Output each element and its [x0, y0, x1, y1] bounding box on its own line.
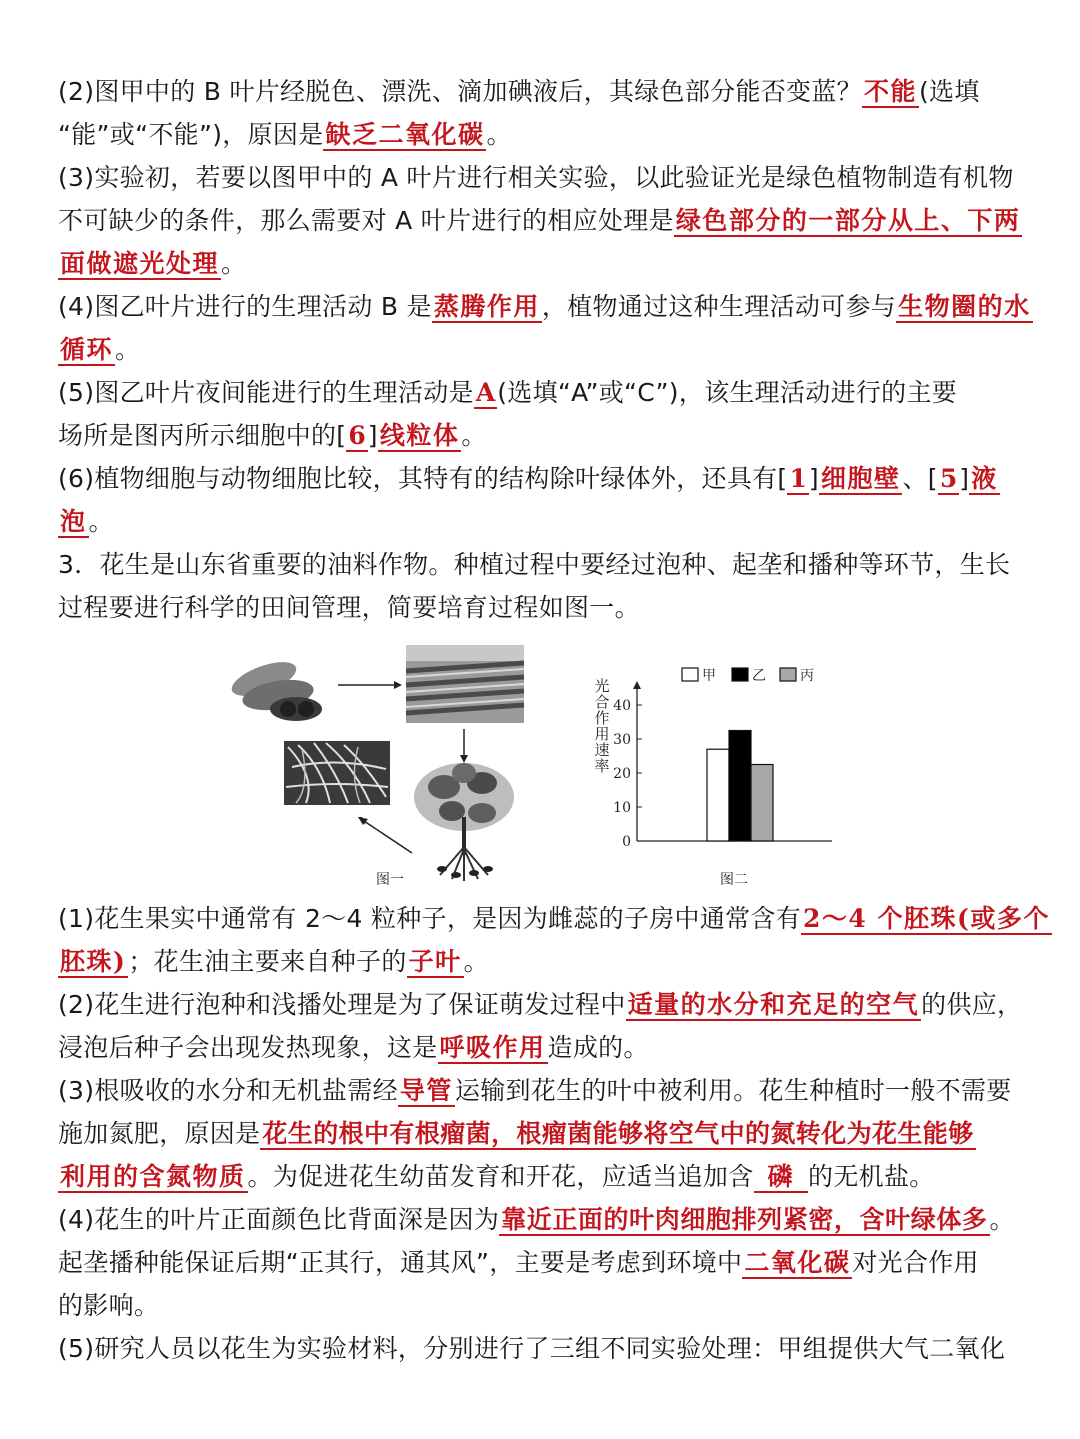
field-image — [406, 645, 524, 723]
answer-blank: 生物圈的水 — [898, 292, 1031, 321]
y-axis-label-char: 速 — [594, 741, 610, 759]
figure-row — [58, 637, 1024, 893]
q3-3-text: 施加氮肥，原因是 — [58, 1119, 261, 1148]
q3-intro-text: 3．花生是山东省重要的油料作物。种植过程中要经过泡种、起垄和播种等环节，生长 — [58, 550, 1011, 579]
q2-5-text: 场所是图丙所示细胞中的[ — [58, 421, 347, 450]
q3-4-text: 起垄播种能保证后期“正其行，通其风”，主要是考虑到环境中 — [58, 1248, 743, 1277]
y-axis-arrow — [633, 681, 641, 689]
q3-1-text: (1)花生果实中通常有 2～4 粒种子，是因为雌蕊的子房中通常含有 — [58, 904, 802, 933]
answer-blank: 1 — [789, 464, 807, 493]
answer-blank: 呼吸作用 — [439, 1033, 546, 1062]
figure-2 — [532, 655, 832, 887]
y-tick-label: 10 — [613, 800, 631, 816]
q2-6-line-2 — [58, 500, 1024, 543]
q2-6-text: (6)植物细胞与动物细胞比较，其特有的结构除叶绿体外，还具有[ — [58, 464, 788, 493]
q3-1-line-2 — [58, 940, 1024, 983]
q2-2-text: 。 — [486, 120, 512, 149]
q3-2-text: (2)花生进行泡种和浅播处理是为了保证萌发过程中 — [58, 990, 626, 1019]
q3-3-text: 的无机盐。 — [808, 1162, 935, 1191]
y-axis-label-char: 合 — [594, 693, 610, 711]
legend-swatch-甲 — [682, 668, 698, 681]
answer-blank: 细胞壁 — [820, 464, 901, 493]
q2-5-text: (选填“A”或“C”)，该生理活动进行的主要 — [497, 378, 958, 407]
answer-blank: 2～4 个胚珠(或多个 — [803, 904, 1050, 933]
bar-丙 — [751, 765, 773, 842]
q3-3-line-1 — [58, 1069, 1024, 1112]
y-axis-label-char: 率 — [594, 757, 610, 775]
y-tick-label: 20 — [613, 766, 631, 782]
y-axis-label — [594, 677, 609, 775]
roots-image — [284, 741, 390, 805]
q3-5-text: (5)研究人员以花生为实验材料，分别进行了三组不同实验处理：甲组提供大气二氧化 — [58, 1334, 1006, 1363]
answer-blank: 胚珠) — [60, 947, 127, 976]
q2-6-text: ] — [808, 464, 819, 493]
q3-3-text: 运输到花生的叶中被利用。花生种植时一般不需要 — [454, 1076, 1012, 1105]
q2-4-text: (4)图乙叶片进行的生理活动 B 是 — [58, 292, 432, 321]
peanut-pods-image — [228, 655, 322, 721]
q3-4-text: 的影响。 — [58, 1291, 160, 1320]
q2-5-line-1 — [58, 371, 1024, 414]
legend-label-乙: 乙 — [752, 668, 766, 684]
q2-2-text: (选填 — [918, 77, 980, 106]
answer-blank: 花生的根中有根瘤菌，根瘤菌能够将空气中的氮转化为花生能够 — [262, 1119, 974, 1148]
q2-2-text: “能”或“不能”)，原因是 — [58, 120, 324, 149]
q3-4-text: 对光合作用 — [852, 1248, 979, 1277]
q3-4-line-1 — [58, 1198, 1024, 1241]
q2-3-text: 不可缺少的条件，那么需要对 A 叶片进行的相应处理是 — [58, 206, 674, 235]
answer-blank: 导管 — [399, 1076, 453, 1105]
q3-intro-line-2 — [58, 586, 1024, 629]
answer-blank: 适量的水分和充足的空气 — [627, 990, 920, 1019]
q2-6-text: 。 — [88, 507, 114, 536]
answer-blank: 磷 — [754, 1162, 809, 1193]
answer-blank: 6 — [348, 421, 366, 450]
answer-blank: 利用的含氮物质 — [60, 1162, 246, 1191]
q3-1-text: ；花生油主要来自种子的 — [128, 947, 407, 976]
q3-2-line-2 — [58, 1026, 1024, 1069]
q2-5-text: 。 — [461, 421, 487, 450]
answer-blank: 不能 — [863, 77, 917, 106]
q2-2-line-1 — [58, 70, 1024, 113]
q2-5-text: (5)图乙叶片夜间能进行的生理活动是 — [58, 378, 474, 407]
legend-swatch-丙 — [780, 668, 796, 681]
q2-4-text: 。 — [115, 335, 141, 364]
answer-blank: 面做遮光处理 — [60, 249, 220, 278]
y-axis-label-char: 作 — [594, 709, 610, 727]
q3-intro-text: 过程要进行科学的田间管理，简要培育过程如图一。 — [58, 593, 640, 622]
bar-chart — [532, 655, 832, 865]
q3-2-text: 的供应， — [921, 990, 1023, 1019]
q2-3-line-2 — [58, 199, 1024, 242]
y-axis-label-char: 用 — [594, 725, 610, 743]
y-tick-label: 0 — [622, 834, 631, 850]
q2-6-text: 、[ — [902, 464, 938, 493]
figure-1-caption: 图一 — [376, 872, 404, 888]
q3-4-line-3 — [58, 1284, 1024, 1327]
peanut-cultivation-illustration — [226, 637, 526, 887]
y-tick-label: 30 — [613, 732, 631, 748]
q3-2-text: 造成的。 — [547, 1033, 649, 1062]
q2-2-text: (2)图甲中的 B 叶片经脱色、漂洗、滴加碘液后，其绿色部分能否变蓝？ — [58, 77, 862, 106]
bar-甲 — [707, 749, 729, 841]
answer-blank: A — [475, 378, 496, 407]
q3-3-line-3 — [58, 1155, 1024, 1198]
q2-3-line-3 — [58, 242, 1024, 285]
bar-乙 — [729, 731, 751, 842]
figure-2-caption: 图二 — [720, 872, 748, 888]
y-tick-label: 40 — [613, 698, 631, 714]
q3-intro-line-1 — [58, 543, 1024, 586]
q2-3-line-1 — [58, 156, 1024, 199]
q2-2-line-2 — [58, 113, 1024, 156]
q3-2-text: 浸泡后种子会出现发热现象，这是 — [58, 1033, 438, 1062]
figure-1 — [226, 637, 526, 887]
answer-blank: 线粒体 — [379, 421, 460, 450]
y-axis-label-char: 光 — [594, 677, 610, 695]
legend-label-丙: 丙 — [800, 668, 814, 684]
answer-blank: 液 — [971, 464, 998, 493]
answer-blank: 5 — [939, 464, 958, 493]
q2-5-line-2 — [58, 414, 1024, 457]
answer-blank: 循环 — [60, 335, 114, 364]
legend-swatch-乙 — [732, 668, 748, 681]
answer-blank: 二氧化碳 — [744, 1248, 851, 1277]
q3-3-line-2 — [58, 1112, 1024, 1155]
q2-4-line-2 — [58, 328, 1024, 371]
answer-blank: 绿色部分的一部分从上、下两 — [675, 206, 1021, 235]
q2-4-text: ，植物通过这种生理活动可参与 — [541, 292, 897, 321]
q3-2-line-1 — [58, 983, 1024, 1026]
q3-4-text: (4)花生的叶片正面颜色比背面深是因为 — [58, 1205, 500, 1234]
q3-3-text: (3)根吸收的水分和无机盐需经 — [58, 1076, 398, 1105]
q2-6-line-1 — [58, 457, 1024, 500]
q2-4-line-1 — [58, 285, 1031, 328]
q3-5-line-1 — [58, 1327, 1024, 1370]
answer-blank: 子叶 — [408, 947, 462, 976]
q3-3-text: 。为促进花生幼苗发育和开花，应适当追加含 — [247, 1162, 754, 1191]
legend-label-甲: 甲 — [702, 668, 716, 684]
answer-blank: 靠近正面的叶肉细胞排列紧密，含叶绿体多 — [501, 1205, 988, 1234]
answer-blank: 泡 — [60, 507, 87, 536]
answer-blank: 缺乏二氧化碳 — [325, 120, 485, 149]
q3-4-line-2 — [58, 1241, 1024, 1284]
q2-5-text: ] — [367, 421, 378, 450]
q2-3-text: (3)实验初，若要以图甲中的 A 叶片进行相关实验，以此验证光是绿色植物制造有机物 — [58, 163, 1014, 192]
q2-6-text: ] — [959, 464, 970, 493]
q3-4-text: 。 — [989, 1205, 1015, 1234]
answer-blank: 蒸腾作用 — [433, 292, 540, 321]
q3-1-text: 。 — [463, 947, 489, 976]
q2-3-text: 。 — [221, 249, 247, 278]
q3-1-line-1 — [58, 897, 1050, 940]
peanut-plant-image — [414, 763, 514, 881]
